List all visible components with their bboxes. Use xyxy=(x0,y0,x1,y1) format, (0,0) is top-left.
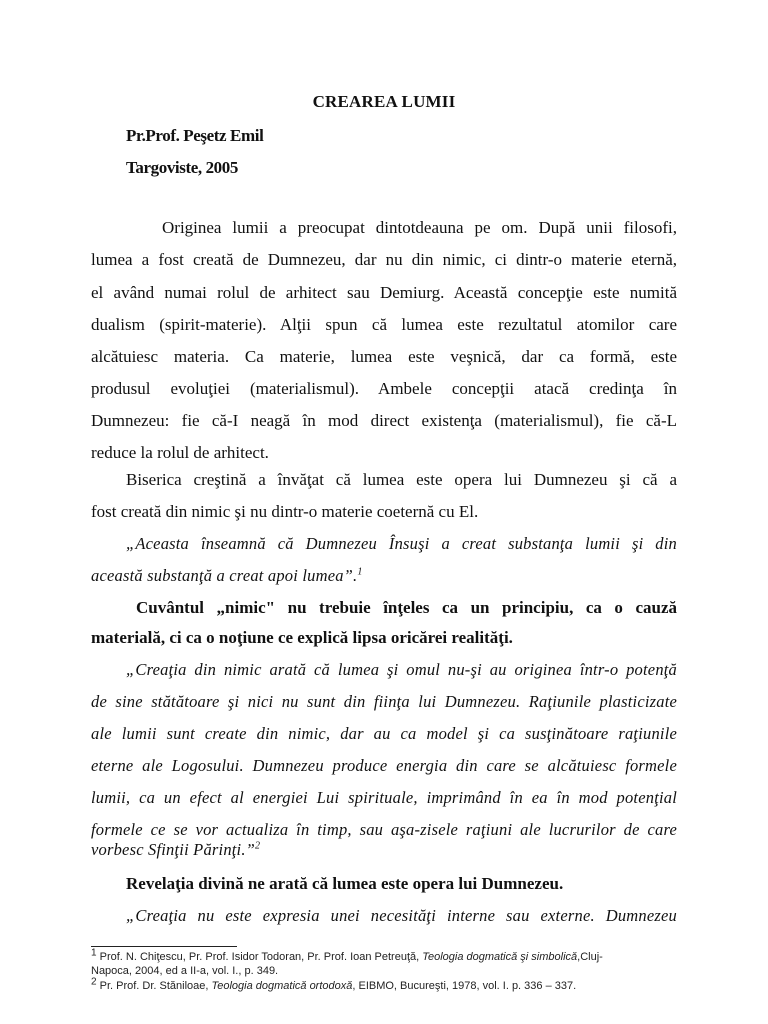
footnote-number: 2 xyxy=(91,976,97,988)
paragraph-line: Dumnezeu: fie că-I neagă în mod direct existenţa (materialismul), fie că-L xyxy=(91,411,677,430)
footnote-book-title: Teologia dogmatică şi simbolică xyxy=(422,951,578,963)
paragraph-line: Biserica creştină a învăţat că lumea este opera lui Dumnezeu şi că a xyxy=(126,470,677,489)
footnote-1 xyxy=(91,947,677,964)
quote-line: „Aceasta înseamnă că Dumnezeu Însuşi a creat substanţa lumii şi din xyxy=(126,534,677,553)
footnote-2 xyxy=(91,976,677,993)
quote-line: eterne ale Logosului. Dumnezeu produce energia din care se alcătuiesc formele xyxy=(91,756,677,775)
footnote-ref-2[interactable]: 2 xyxy=(255,840,261,852)
paragraph-line: dualism (spirit-materie). Alţii spun că lumea este rezultatul atomilor care xyxy=(91,315,677,334)
author: Pr.Prof. Peşetz Emil xyxy=(126,126,264,145)
quote-text: vorbesc Sfinţii Părinţi.” xyxy=(91,840,256,859)
footnote-ref-1[interactable]: 1 xyxy=(357,566,363,578)
paragraph-line: produsul evoluţiei (materialismul). Ambele concepţii atacă credinţa în xyxy=(91,379,677,398)
paragraph-line: Revelaţia divină ne arată că lumea este opera lui Dumnezeu. xyxy=(126,874,564,893)
place-year: Targoviste, 2005 xyxy=(126,158,238,177)
paragraph-line: Originea lumii a preocupat dintotdeauna pe om. După unii filosofi, xyxy=(162,218,677,237)
footnote-text: Pr. Prof. Dr. Stăniloae, xyxy=(99,980,212,992)
paragraph-line: alcătuiesc materia. Ca materie, lumea este veşnică, dar ca formă, este xyxy=(91,347,677,366)
quote-line: ale lumii sunt create din nimic, dar au ca model şi ca susţinătoare raţiunile xyxy=(91,724,677,743)
document-title: CREAREA LUMII xyxy=(312,92,456,111)
quote-line: „Creaţia nu este expresia unei necesităţi interne sau externe. Dumnezeu xyxy=(126,906,677,925)
quote-line xyxy=(91,566,677,586)
footnote-text: ,Cluj- xyxy=(577,951,603,963)
paragraph-line: fost creată din nimic şi nu dintr-o materie coeternă cu El. xyxy=(91,502,479,521)
quote-line: lumii, ca un efect al energiei Lui spirituale, imprimând în ea în mod potenţial xyxy=(91,788,677,807)
footnote-text: Prof. N. Chiţescu, Pr. Prof. Isidor Todoran, Pr. Prof. Ioan Petreuţă, xyxy=(99,951,423,963)
quote-text: această substanţă a creat apoi lumea”. xyxy=(91,566,358,585)
paragraph-line: lumea a fost creată de Dumnezeu, dar nu din nimic, ci dintr-o materie eternă, xyxy=(91,250,677,269)
quote-line: de sine stătătoare şi nici nu sunt din fiinţa lui Dumnezeu. Raţiunile plasticizate xyxy=(91,692,677,711)
paragraph-line: el având numai rolul de arhitect sau Demiurg. Această concepţie este numită xyxy=(91,283,677,302)
footnote-number: 1 xyxy=(91,947,97,959)
paragraph-line: materială, ci ca o noţiune ce explică lipsa oricărei realităţi. xyxy=(91,628,513,647)
footnote-1-cont: Napoca, 2004, ed a II-a, vol. I., p. 349. xyxy=(91,965,279,977)
footnote-book-title: Teologia dogmatică ortodoxă xyxy=(211,980,353,992)
footnote-divider xyxy=(91,946,237,947)
quote-line: „Creaţia din nimic arată că lumea şi omul nu-şi au originea într-o potenţă xyxy=(126,660,677,679)
quote-line: formele ce se vor actualiza în timp, sau aşa-zisele raţiuni ale lucrurilor de care xyxy=(91,820,677,839)
paragraph-line: Cuvântul „nimic" nu trebuie înţeles ca un principiu, ca o cauză xyxy=(136,598,677,617)
quote-line xyxy=(91,840,677,860)
footnote-text: , EIBMO, Bucureşti, 1978, vol. I. p. 336 – 337. xyxy=(352,980,577,992)
paragraph-line: reduce la rolul de arhitect. xyxy=(91,443,269,462)
